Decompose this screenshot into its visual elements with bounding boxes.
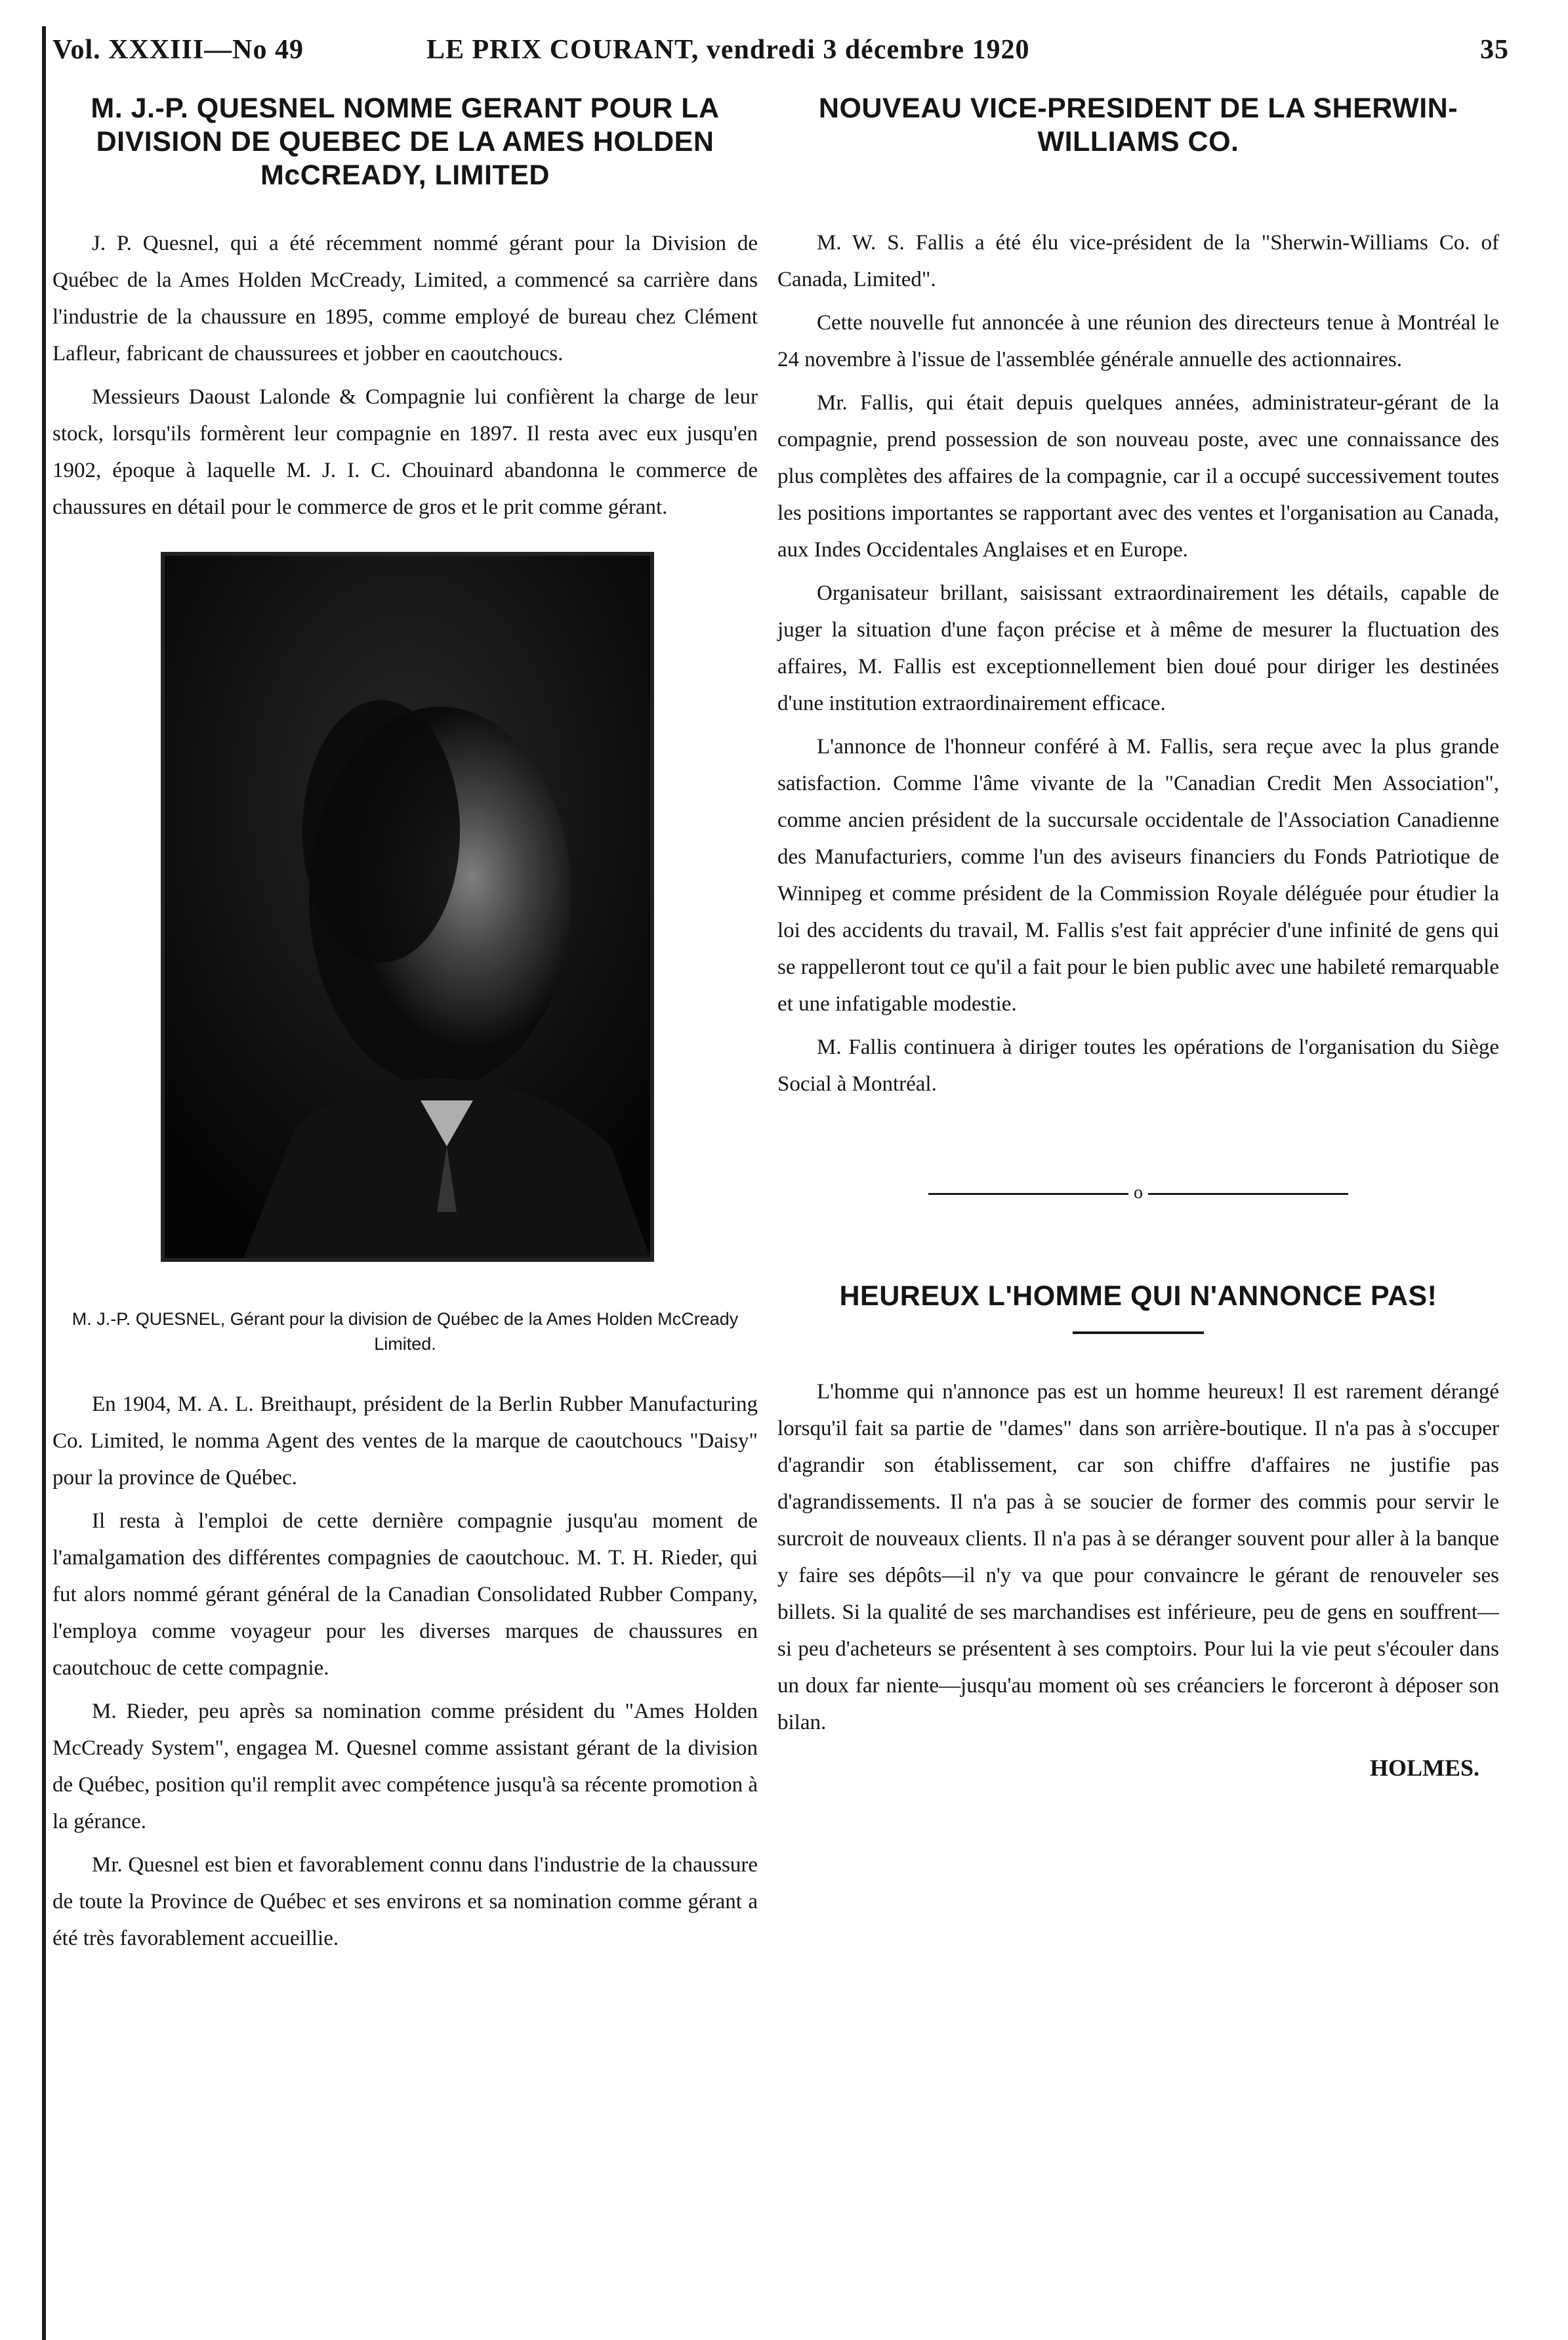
photo-caption: M. J.-P. QUESNEL, Gérant pour la division de Québec de la Ames Holden McCready Limited. [72, 1309, 739, 1354]
article-paragraph: Messieurs Daoust Lalonde & Compagnie lui confièrent la charge de leur stock, lorsqu'ils formèrent leur compagnie en 1897. Il resta avec eux jusqu'en 1902, époque à laquelle M. J. I. C. Chouinard abandonna le commerce de chaussures en détail pour le commerce de gros et le prit comme gérant. [52, 385, 758, 519]
article-paragraph: Il resta à l'emploi de cette dernière compagnie jusqu'au moment de l'amalgamation des différentes compagnies de caoutchouc. M. T. H. Rieder, qui fut alors nommé gérant général de la Canadian Consolidated Rubber Company, l'employa comme voyageur pour les diverses marques de chaussures en caoutchouc de cette compagnie. [52, 1509, 758, 1680]
portrait-photo [161, 552, 654, 1262]
right-column [777, 92, 1499, 1782]
article-paragraph: Mr. Quesnel est bien et favorablement connu dans l'industrie de la chaussure de toute la Province de Québec et ses environs et sa nomination comme gérant a été très favorablement accueillie. [52, 1853, 758, 1950]
article-paragraph: En 1904, M. A. L. Breithaupt, président de la Berlin Rubber Manufacturing Co. Limited, le nomma Agent des ventes de la marque de caoutchoucs "Daisy" pour la province de Québec. [52, 1392, 758, 1490]
article-paragraph: M. Fallis continuera à diriger toutes les opérations de l'organisation du Siège Social à Montréal. [777, 1035, 1499, 1096]
article-paragraph: Mr. Fallis, qui était depuis quelques années, administrateur-gérant de la compagnie, prend possession de son nouveau poste, avec une connaissance des plus complètes des affaires de la compagnie, car il a occupé successivement toutes les positions importantes se rapportant avec des ventes et l'organisation au Canada, aux Indes Occidentales Anglaises et en Europe. [777, 391, 1499, 562]
masthead [52, 34, 1509, 80]
heureux-headline: HEUREUX L'HOMME QUI N'ANNONCE PAS! [839, 1280, 1437, 1312]
article-paragraph: Organisateur brillant, saisissant extraordinairement les détails, capable de juger la situation d'une façon précise et à même de mesurer la fluctuation des affaires, M. Fallis est exceptionnellement bien doué pour diriger les destinées d'une institution extraordinairement efficace. [777, 581, 1499, 715]
article-paragraph: M. Rieder, peu après sa nomination comme président du "Ames Holden McCready System", engagea M. Quesnel comme assistant gérant de la division de Québec, position qu'il remplit avec compétence jusqu'à sa récente promotion à la gérance. [52, 1700, 758, 1833]
author-signature: HOLMES. [1369, 1755, 1479, 1781]
article-paragraph: L'annonce de l'honneur conféré à M. Fallis, sera reçue avec la plus grande satisfaction. Comme l'âme vivante de la "Canadian Credit Men Association", comme ancien président de la succursale occidentale de l'Association Canadienne des Manufacturiers, comme l'un des aviseurs financiers du Fonds Patriotique de Winnipeg et comme président de la Commission Royale déléguée pour étudier la loi des accidents du travail, M. Fallis s'est fait apprécier d'une infinité de gens qui se rappelleront tout ce qu'il a fait pour le bien public avec une habileté remarquable et une infatigable modestie. [777, 735, 1499, 1016]
divider-mark: o [1128, 1181, 1148, 1205]
portrait-image [165, 556, 650, 1258]
left-column [52, 92, 758, 1963]
volume-number: Vol. XXXIII—No 49 [52, 35, 304, 65]
fallis-headline: NOUVEAU VICE-PRESIDENT DE LA SHERWIN-WILLIAMS CO. [818, 93, 1458, 157]
section-divider [777, 1181, 1499, 1207]
headline-underline [1073, 1331, 1204, 1334]
article-paragraph: M. W. S. Fallis a été élu vice-président de la "Sherwin-Williams Co. of Canada, Limited". [777, 231, 1499, 291]
newspaper-title-date: LE PRIX COURANT, vendredi 3 décembre 1920 [426, 35, 1030, 65]
article-paragraph: L'homme qui n'annonce pas est un homme heureux! Il est rarement dérangé lorsqu'il fait sa partie de "dames" dans son arrière-boutique. Il n'a pas à s'occuper d'agrandir son établissement, car son chiffre d'affaires ne justifie pas d'agrandissements. Il n'a pas à se soucier de former des commis pour servir le surcroit de nouveaux clients. Il n'a pas à se déranger souvent pour aller à la banque y faire ses dépôts—il n'y va que pour convaincre le gérant de renouveler ses billets. Si la qualité de ses marchandises est inférieure, peu de gens en souffrent—si peu d'acheteurs se présentent à ses comptoirs. Pour lui la vie peut s'écouler dans un doux far niente—jusqu'au moment où ses créanciers le forceront à déposer son bilan. [777, 1380, 1499, 1734]
quesnel-headline: M. J.-P. QUESNEL NOMME GERANT POUR LA DIVISION DE QUEBEC DE LA AMES HOLDEN McCREADY, LIMITED [91, 93, 720, 191]
article-paragraph: Cette nouvelle fut annoncée à une réunion des directeurs tenue à Montréal le 24 novembre à l'issue de l'assemblée générale annuelle des actionnaires. [777, 311, 1499, 371]
portrait-figure [52, 552, 758, 1306]
page-number: 35 [1480, 35, 1509, 65]
article-paragraph: J. P. Quesnel, qui a été récemment nommé gérant pour la Division de Québec de la Ames Holden McCready, Limited, a commencé sa carrière dans l'industrie de la chaussure en 1895, comme employé de bureau chez Clément Lafleur, fabricant de chaussurees et jobber en caoutchoucs. [52, 232, 758, 366]
page-left-border [42, 26, 46, 2340]
